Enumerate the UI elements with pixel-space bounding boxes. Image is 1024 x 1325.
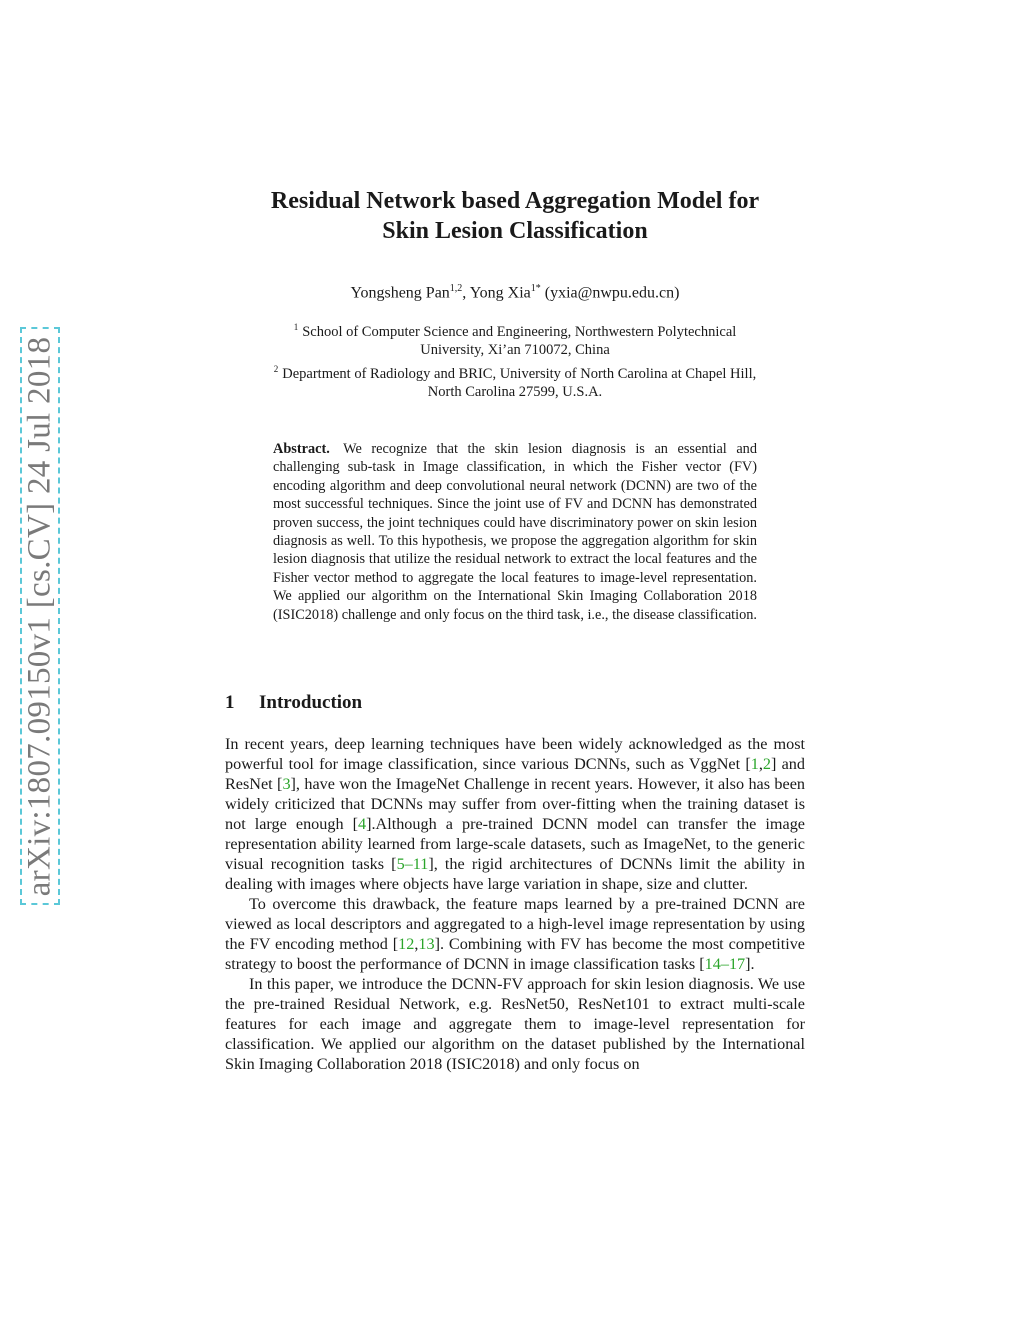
abstract-text: We recognize that the skin lesion diagnosis is an essential and challenging sub-task in Image classification, in which the Fisher vector (FV) encoding algorithm and deep convolutional neural network (DCNN) are two of the most successful techniques. Since the joint use of FV and DCNN has demonstrated proven success, the joint techniques could have discriminatory power on skin lesion diagnosis as well. To this hypothesis, we propose the aggregation algorithm for skin lesion diagnosis that utilize the residual network to extract the local features and the Fisher vector method to aggregate the local features to image-level representation. We applied our algorithm on the International Skin Imaging Collaboration 2018 (ISIC2018) challenge and only focus on the third task, i.e., the disease classification. [273, 441, 757, 623]
p2-text-1: To overcome this drawback, the feature maps learned by a pre-trained DCNN are viewed as local descriptors and aggregated to a high-level image representation by using the FV encoding method [225, 895, 805, 953]
author-email: (yxia@nwpu.edu.cn) [540, 284, 680, 302]
paragraph-1 [225, 734, 805, 894]
p1-bracket-open-3: [ [352, 815, 358, 833]
p1-bracket-open-4: [ [391, 855, 397, 873]
p2-bracket-close-2: ] [745, 955, 751, 973]
author-1: Yongsheng Pan [350, 284, 450, 302]
author-2-affil: 1* [530, 283, 541, 294]
arxiv-identifier: arXiv:1807.09150v1 [cs.CV] 24 Jul 2018 [21, 336, 58, 896]
p1-bracket-close-3: ] [366, 815, 372, 833]
p2-text-2: . Combining with FV has become the most competitive strategy to boost the performance of DCNN in image classification tasks [225, 935, 805, 973]
citation-link[interactable]: 13 [418, 935, 435, 953]
p1-bracket-close-1: ] [770, 755, 777, 773]
section-heading [225, 692, 805, 714]
section-number: 1 [225, 692, 235, 713]
title-line-1: Residual Network based Aggregation Model for [270, 188, 760, 214]
citation-link[interactable]: 1 [750, 755, 759, 773]
citation-link[interactable]: 4 [358, 815, 367, 833]
citation-link[interactable]: 2 [762, 755, 771, 773]
p1-bracket-open-2: [ [277, 775, 283, 793]
p1-bracket-open-1: [ [745, 755, 751, 773]
p1-text-2: and ResNet [225, 755, 805, 793]
affiliation-2-mark: 2 [273, 363, 279, 374]
author-line [200, 283, 830, 302]
p1-citation-sep: , [758, 755, 763, 773]
p1-bracket-close-4: ] [428, 855, 434, 873]
arxiv-side-stamp [20, 327, 60, 905]
p1-text-4: .Although a pre-trained DCNN model can transfer the image representation ability learned from large-scale datasets, such as ImageNet, to the generic visual recognition tasks [225, 815, 805, 873]
abstract [273, 440, 757, 624]
section-title: Introduction [259, 692, 363, 713]
author-1-affil: 1,2 [449, 283, 463, 294]
affiliation-2 [225, 360, 805, 383]
citation-link[interactable]: 3 [282, 775, 291, 793]
p2-citation-sep: , [414, 935, 419, 953]
affiliation-1-line-1: School of Computer Science and Engineering, Northwestern Polytechnical [302, 323, 737, 340]
paragraph-3 [225, 974, 805, 1074]
abstract-label: Abstract. [273, 441, 330, 457]
affiliation-2-line-1: Department of Radiology and BRIC, University of North Carolina at Chapel Hill, [282, 365, 757, 382]
author-2: Yong Xia [469, 284, 531, 302]
p1-text-1: In recent years, deep learning techniques have been widely acknowledged as the most powerful tool for image classification, since various DCNNs, such as VggNet [225, 735, 805, 773]
title-line-2: Skin Lesion Classification [382, 218, 648, 244]
p3-text-1: In this paper, we introduce the DCNN-FV approach for skin lesion diagnosis. We use the pre-trained Residual Network, e.g. ResNet50, ResNet101 to extract multi-scale features for each image and aggregate them to image-level representation for classification. We applied our algorithm on the dataset published by the International Skin Imaging Collaboration 2018 (ISIC2018) and only focus on [225, 975, 805, 1073]
p2-text-3: . [750, 955, 755, 973]
p1-text-3: , have won the ImageNet Challenge in recent years. However, it also has been widely criticized that DCNNs may suffer from over-fitting when the training dataset is not large enough [225, 775, 805, 833]
affiliation-1-line-2: University, Xi’an 710072, China [420, 342, 610, 359]
citation-link[interactable]: 14–17 [704, 955, 746, 973]
affiliations [225, 318, 805, 402]
p1-bracket-close-2: ] [290, 775, 296, 793]
paper-title [200, 186, 830, 246]
paragraph-2 [225, 894, 805, 974]
p2-bracket-close-1: ] [434, 935, 440, 953]
p2-bracket-open-1: [ [392, 935, 399, 953]
affiliation-2-line-2: North Carolina 27599, U.S.A. [427, 384, 603, 401]
citation-link[interactable]: 12 [398, 935, 415, 953]
affiliation-1-mark: 1 [293, 322, 299, 332]
author-separator: , [462, 284, 470, 302]
p2-bracket-open-2: [ [699, 955, 705, 973]
body-text [225, 734, 805, 1074]
p1-text-5: , the rigid architectures of DCNNs limit the ability in dealing with images where objects have large variation in shape, size and clutter. [225, 855, 805, 893]
affiliation-1 [225, 318, 805, 341]
citation-link[interactable]: 5–11 [396, 855, 429, 873]
